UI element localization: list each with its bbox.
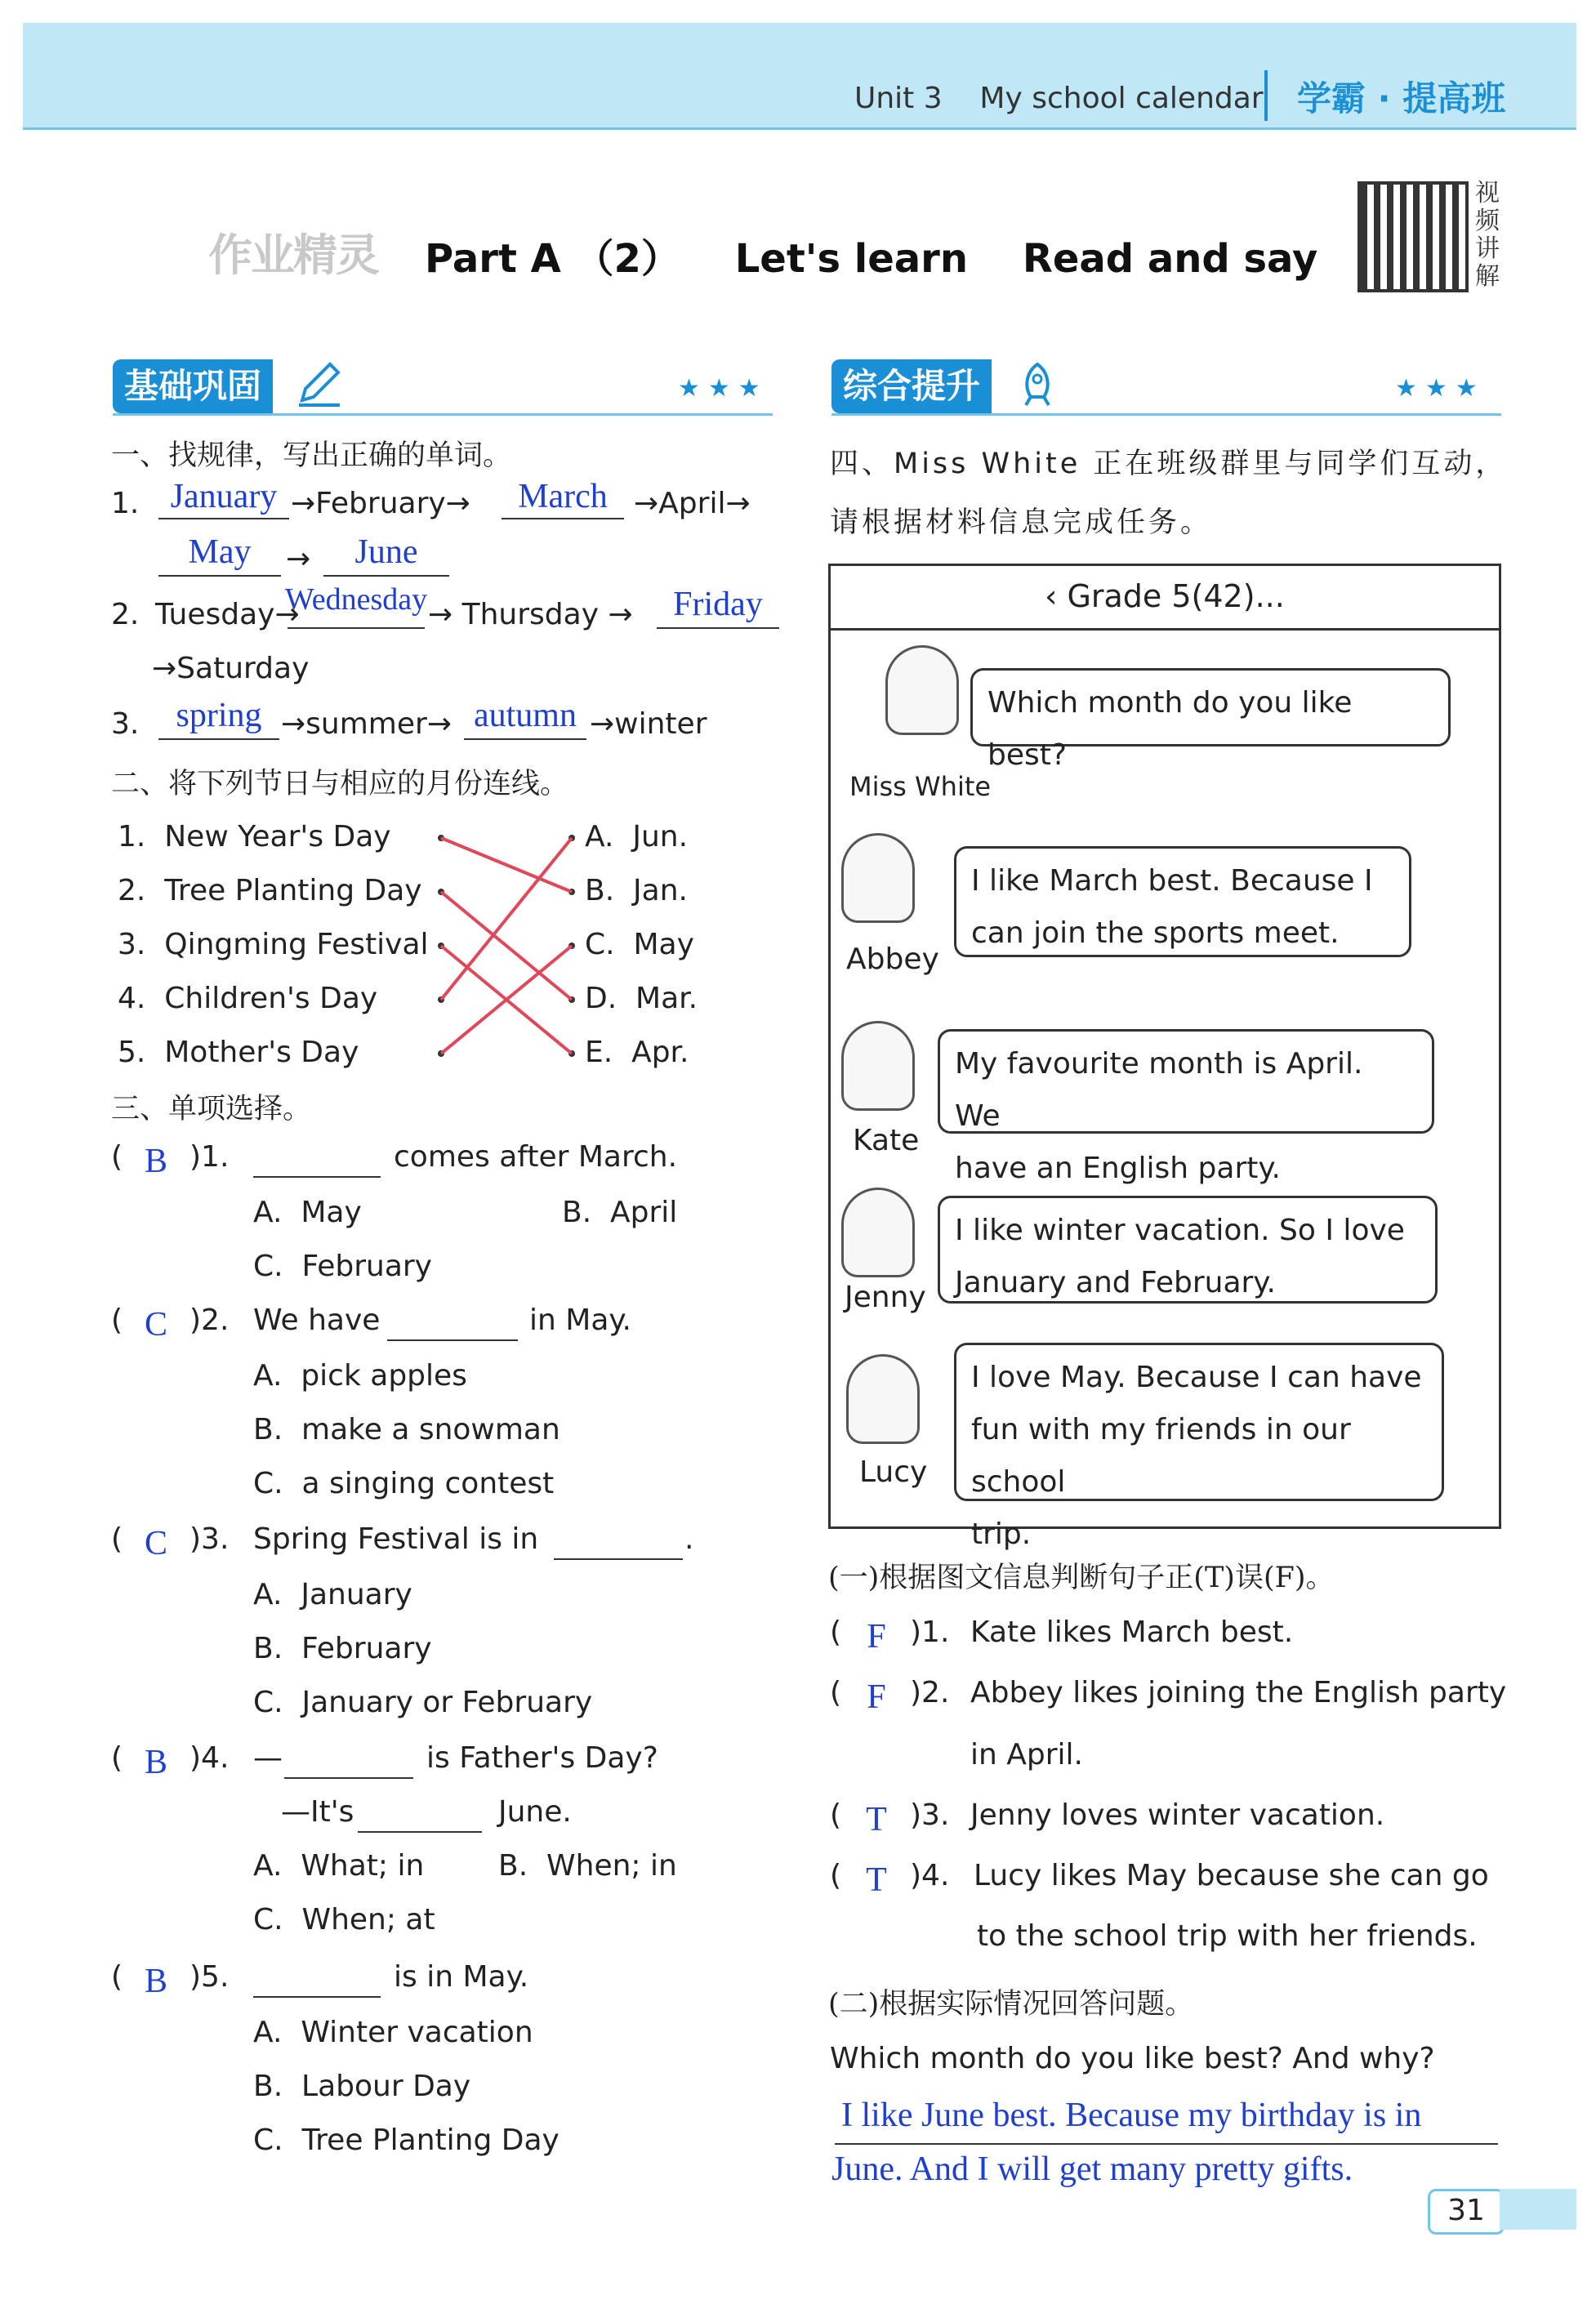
difficulty-stars: ★★★	[1395, 374, 1486, 403]
mc-option[interactable]: C. January or February	[253, 1686, 593, 1719]
month-item: A. Jun.	[585, 820, 689, 853]
answer-text: January	[170, 478, 278, 515]
mc-stem: is in May.	[394, 1960, 529, 1994]
bubble-text: trip.	[971, 1517, 1032, 1551]
q1-text: →Saturday	[152, 652, 310, 685]
mc-blank[interactable]	[387, 1307, 518, 1341]
q1-text: → Thursday →	[428, 598, 633, 631]
q1-text: →summer→	[281, 707, 452, 741]
mc-stem: We have	[253, 1304, 381, 1337]
sub2-heading: (二)根据实际情况回答问题。	[828, 1988, 1194, 2021]
paren-open: (	[111, 1741, 123, 1775]
match-line	[441, 892, 572, 1000]
speaker-name: Lucy	[859, 1455, 928, 1489]
mc-blank[interactable]	[253, 1963, 381, 1998]
mc-blank[interactable]	[554, 1526, 683, 1560]
mc-option[interactable]: A. What; in	[253, 1849, 425, 1883]
mc-option[interactable]: C. Tree Planting Day	[253, 2124, 559, 2157]
mc-option[interactable]: B. make a snowman	[253, 1413, 560, 1446]
bubble-text: fun with my friends in our school	[971, 1413, 1351, 1499]
mc-num: )3.	[189, 1522, 230, 1556]
qr-code-icon[interactable]	[1357, 181, 1469, 292]
match-line	[441, 838, 572, 1000]
tf-answer: F	[867, 1678, 886, 1716]
answer-text: Friday	[673, 586, 763, 623]
chat-bubble	[938, 1196, 1438, 1304]
mc-stem: in May.	[529, 1304, 631, 1337]
q2-heading: 二、将下列节日与相应的月份连线。	[111, 768, 569, 800]
unit-title: Unit 3 My school calendar	[854, 82, 1264, 115]
tf-text: to the school trip with her friends.	[977, 1919, 1478, 1953]
mc-option[interactable]: A. January	[253, 1578, 412, 1611]
q1-num: 3.	[111, 707, 140, 741]
paren-open: (	[830, 1676, 842, 1709]
q1-heading: 一、找规律，写出正确的单词。	[111, 439, 512, 472]
bubble-text: I love May. Because I can have	[971, 1361, 1422, 1394]
paren-open: (	[830, 1859, 842, 1892]
chat-title[interactable]: ‹ Grade 5(42)...	[828, 564, 1501, 631]
speaker-name: Miss White	[849, 771, 992, 802]
answer-text: June	[354, 533, 418, 571]
holiday-item: 5. Mother's Day	[118, 1036, 359, 1069]
mc-option[interactable]: C. a singing contest	[253, 1467, 555, 1500]
chat-bubble	[938, 1029, 1434, 1185]
tf-answer: T	[866, 1861, 887, 1899]
mc-stem: comes after March.	[394, 1140, 678, 1174]
open-question: Which month do you like best? And why?	[830, 2042, 1435, 2075]
month-item: E. Apr.	[585, 1036, 689, 1069]
paren-open: (	[111, 1140, 123, 1174]
chat-bubble	[954, 846, 1411, 957]
bubble-text: January and February.	[955, 1266, 1276, 1299]
header-divider	[23, 127, 1576, 130]
tf-num: )3.	[910, 1798, 950, 1832]
mc-option[interactable]: B. April	[562, 1196, 678, 1229]
mc-num: )1.	[189, 1140, 230, 1174]
answer-text: Wednesday	[284, 582, 428, 617]
bubble-text: can join the sports meet.	[971, 916, 1340, 950]
mc-blank[interactable]	[253, 1143, 381, 1178]
mc-stem: June.	[498, 1795, 572, 1829]
mc-blank[interactable]	[358, 1798, 482, 1833]
answer-text: March	[518, 478, 608, 515]
month-item: C. May	[585, 928, 694, 961]
mc-option[interactable]: C. February	[253, 1250, 432, 1283]
month-item: B. Jan.	[585, 874, 688, 907]
bubble-text: I like winter vacation. So I love	[955, 1214, 1405, 1247]
paren-open: (	[111, 1304, 123, 1337]
tf-num: )2.	[910, 1676, 950, 1709]
mc-num: )4.	[189, 1741, 230, 1775]
page-strip	[1500, 2189, 1576, 2230]
mc-option[interactable]: A. Winter vacation	[253, 2016, 533, 2049]
bubble-text: Which month do you like best?	[987, 686, 1353, 772]
tf-text: in April.	[970, 1738, 1083, 1772]
open-answer: June. And I will get many pretty gifts.	[831, 2150, 1353, 2188]
q1-text: →February→	[291, 487, 470, 520]
q1-text: Tuesday→	[155, 598, 300, 631]
month-item: D. Mar.	[585, 982, 698, 1015]
mc-option[interactable]: B. February	[253, 1632, 432, 1665]
tf-text: Jenny loves winter vacation.	[970, 1798, 1385, 1832]
match-line	[441, 838, 572, 892]
speaker-name: Abbey	[846, 943, 939, 976]
q1-num: 1.	[111, 487, 140, 520]
tf-text: Kate likes March best.	[970, 1616, 1294, 1649]
mc-answer: B	[144, 1143, 167, 1180]
tf-answer: F	[867, 1618, 886, 1656]
rocket-icon	[1013, 359, 1062, 408]
avatar-lucy	[846, 1354, 920, 1444]
mc-stem: —	[253, 1741, 283, 1775]
pencil-icon	[294, 359, 343, 408]
open-answer: I like June best. Because my birthday is in	[841, 2097, 1422, 2134]
section-underline	[113, 413, 773, 416]
chat-bubble	[970, 668, 1451, 772]
q1-text: →	[286, 542, 311, 576]
mc-option[interactable]: B. When; in	[498, 1849, 677, 1883]
tf-answer: T	[866, 1801, 887, 1838]
avatar-abbey	[841, 833, 915, 923]
mc-stem: .	[684, 1522, 694, 1556]
avatar-miss-white	[885, 645, 959, 735]
difficulty-stars: ★★★	[678, 374, 769, 403]
holiday-item: 3. Qingming Festival	[118, 928, 429, 961]
answer-text: spring	[176, 697, 262, 734]
qr-label: 视频讲解	[1475, 179, 1500, 291]
mc-stem: —It's	[281, 1795, 354, 1829]
mc-num: )2.	[189, 1304, 230, 1337]
mc-answer: B	[144, 1744, 167, 1781]
tf-num: )1.	[910, 1616, 950, 1649]
q1-num: 2.	[111, 598, 140, 631]
sub1-heading: (一)根据图文信息判断句子正(T)误(F)。	[828, 1562, 1335, 1594]
arrow-up-icon	[1264, 70, 1268, 121]
q1-text: →winter	[590, 707, 707, 741]
avatar-kate	[841, 1021, 915, 1111]
page-title: Part A （2） Let's learn Read and say	[425, 236, 1318, 282]
matching-lines	[425, 817, 588, 1078]
mc-option[interactable]: B. Labour Day	[253, 2070, 471, 2103]
section-badge-basic: 基础巩固	[113, 359, 273, 413]
mc-blank[interactable]	[284, 1745, 413, 1779]
paren-open: (	[830, 1616, 842, 1649]
q1-text: →April→	[634, 487, 751, 520]
paren-open: (	[111, 1522, 123, 1556]
avatar-jenny	[841, 1188, 915, 1277]
paren-open: (	[830, 1798, 842, 1832]
bubble-text: have an English party.	[955, 1152, 1281, 1185]
mc-stem: Spring Festival is in	[253, 1522, 539, 1556]
brand-logo: 学霸 · 提高班	[1297, 78, 1506, 118]
bubble-text: My favourite month is April. We	[955, 1047, 1363, 1133]
paren-open: (	[111, 1960, 123, 1994]
mc-answer: C	[144, 1525, 167, 1562]
tf-num: )4.	[910, 1859, 950, 1892]
holiday-item: 2. Tree Planting Day	[118, 874, 422, 907]
mc-answer: C	[144, 1306, 167, 1344]
speaker-name: Jenny	[845, 1281, 926, 1314]
q3-heading: 三、单项选择。	[111, 1093, 312, 1125]
chat-bubble	[954, 1343, 1444, 1551]
q4-heading: 四、Miss White 正在班级群里与同学们互动，	[830, 448, 1508, 480]
bubble-text: I like March best. Because I	[971, 864, 1373, 898]
holiday-item: 1. New Year's Day	[118, 820, 391, 853]
q4-heading: 请根据材料信息完成任务。	[830, 506, 1213, 539]
tf-text: Lucy likes May because she can go	[974, 1859, 1489, 1892]
answer-text: autumn	[474, 697, 577, 734]
mc-option[interactable]: A. May	[253, 1196, 362, 1229]
holiday-item: 4. Children's Day	[118, 982, 378, 1015]
tf-text: Abbey likes joining the English party	[970, 1676, 1507, 1709]
mc-option[interactable]: C. When; at	[253, 1903, 435, 1936]
answer-text: May	[188, 533, 252, 571]
mc-option[interactable]: A. pick apples	[253, 1359, 467, 1393]
section-badge-advanced: 综合提升	[831, 359, 992, 413]
watermark: 作业精灵	[208, 230, 378, 281]
mc-stem: is Father's Day?	[426, 1741, 658, 1775]
speaker-name: Kate	[853, 1124, 920, 1157]
mc-answer: B	[144, 1963, 167, 2000]
page-number: 31	[1428, 2189, 1505, 2235]
section-underline	[831, 413, 1501, 416]
mc-num: )5.	[189, 1960, 230, 1994]
